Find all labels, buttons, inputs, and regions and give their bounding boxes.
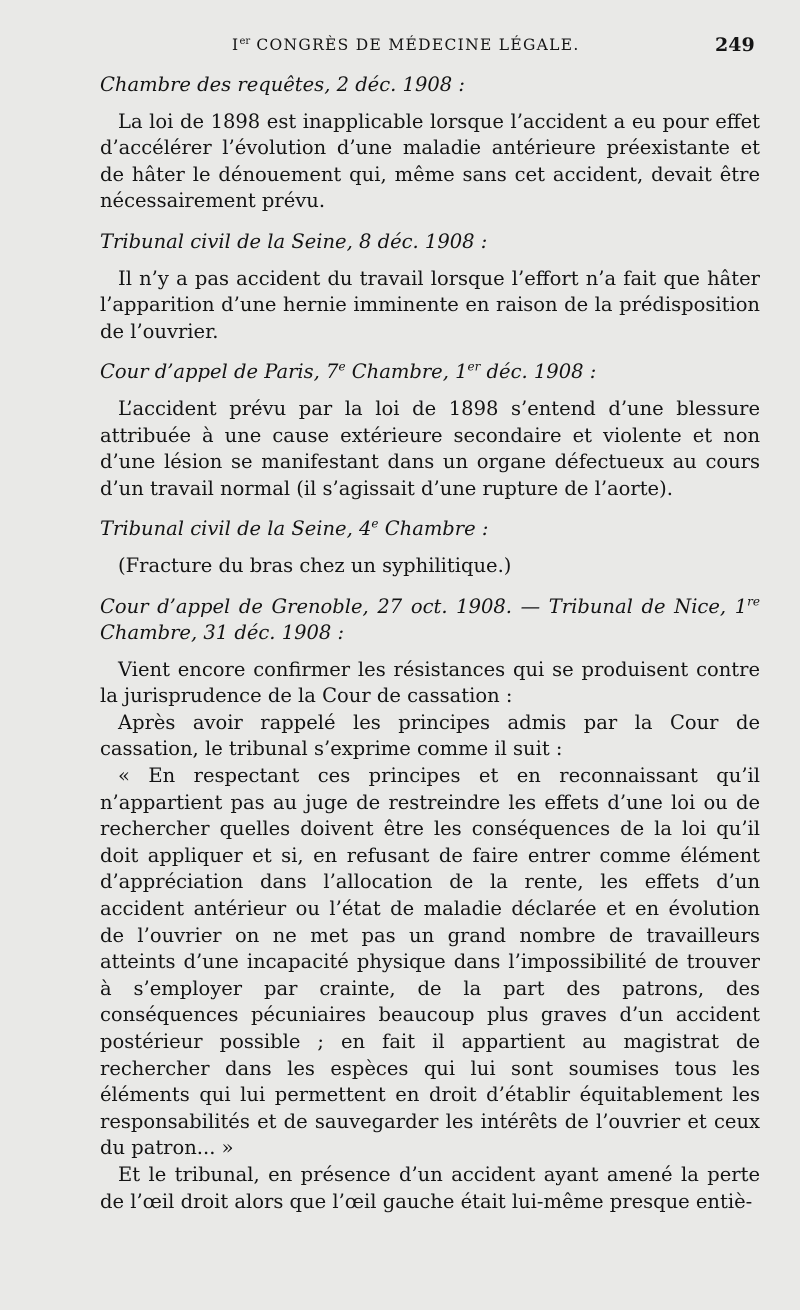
- ruling-text: La loi de 1898 est inapplicable lorsque l’accident a eu pour effet d’accélérer l’évolution d’une maladie antérieure préexistante et de hâter le dénouement qui, même sans cet accident, devait être nécessairement prévu.: [100, 109, 760, 213]
- heading-superscript: re: [747, 594, 760, 608]
- page-number: 249: [715, 34, 755, 56]
- ruling-heading: [100, 594, 760, 647]
- running-title-numeral: I: [232, 36, 240, 54]
- running-title: [232, 36, 580, 54]
- ruling-block: [100, 359, 760, 502]
- ruling-paragraph: Et le tribunal, en présence d’un accident ayant amené la perte de l’œil droit alors que l’œil gauche était lui-même presque entiè-: [100, 1162, 760, 1213]
- ruling-text: (Fracture du bras chez un syphilitique.): [118, 553, 512, 577]
- heading-part: Chambre :: [378, 517, 489, 541]
- ruling-paragraph: Après avoir rappelé les principes admis par la Cour de cassation, le tribunal s’exprime comme il suit :: [100, 710, 760, 761]
- ruling-heading: [100, 359, 760, 386]
- heading-part: Cour d’appel de Grenoble, 27 oct. 1908. — Tribunal de Nice, 1: [100, 594, 748, 618]
- page-body: [100, 72, 760, 1215]
- ruling-heading: Chambre des requêtes, 2 déc. 1908 :: [100, 73, 465, 96]
- heading-part: Chambre, 1: [345, 360, 468, 384]
- heading-superscript: e: [371, 516, 379, 531]
- ruling-text: Il n’y a pas accident du travail lorsque l’effort n’a fait que hâter l’apparition d’une hernie imminente en raison de la prédisposition de l’ouvrier.: [100, 266, 760, 343]
- heading-superscript: e: [338, 359, 346, 374]
- ruling-paragraph: Vient encore confirmer les résistances qui se produisent contre la jurisprudence de la Cour de cassation :: [100, 657, 760, 708]
- ruling-heading: Tribunal civil de la Seine, 8 déc. 1908 :: [100, 229, 488, 253]
- running-title-text: CONGRÈS DE MÉDECINE LÉGALE.: [250, 36, 580, 54]
- heading-part: Cour d’appel de Paris, 7: [100, 360, 339, 384]
- ruling-block: [100, 516, 760, 579]
- running-title-superscript: er: [239, 35, 251, 47]
- ruling-text: L’accident prévu par la loi de 1898 s’entend d’une blessure attribuée à une cause extérieure secondaire et violente et non d’une lésion se manifestant dans un organe défectueux au cours d’un travail normal (il s’agissait d’une rupture de l’aorte).: [100, 396, 760, 500]
- ruling-heading: [100, 516, 760, 543]
- heading-part: Tribunal civil de la Seine, 4: [100, 517, 372, 541]
- quoted-judgment: « En respectant ces principes et en reconnaissant qu’il n’appartient pas au juge de restreindre les effets d’une loi ou de rechercher quelles doivent être les conséquences de la loi qu’il doit appliquer et si, en refusant de faire entrer comme élément d’appréciation dans l’allocation de la rente, les effets d’un accident antérieur ou l’état de maladie déclarée et en évolution de l’ouvrier on ne met pas un grand nombre de travailleurs atteints d’une incapacité physique dans l’impossibilité de trouver à s’employer par crainte, de la part des patrons, des conséquences pécuniaires beaucoup plus graves d’un accident postérieur possible ; en fait il appartient au magistrat de rechercher dans les espèces qui lui sont soumises tous les éléments qui lui permettent en droit d’établir équitablement les responsabilités et de sauvegarder les intérêts de l’ouvrier et ceux du patron... »: [100, 764, 760, 1160]
- ruling-block: [100, 72, 760, 215]
- ruling-block: [100, 594, 760, 1216]
- ruling-block: [100, 229, 760, 345]
- heading-part: Chambre, 31 déc. 1908 :: [100, 621, 345, 645]
- heading-part: déc. 1908 :: [480, 360, 597, 384]
- heading-superscript: er: [467, 359, 481, 374]
- running-header: [0, 34, 800, 60]
